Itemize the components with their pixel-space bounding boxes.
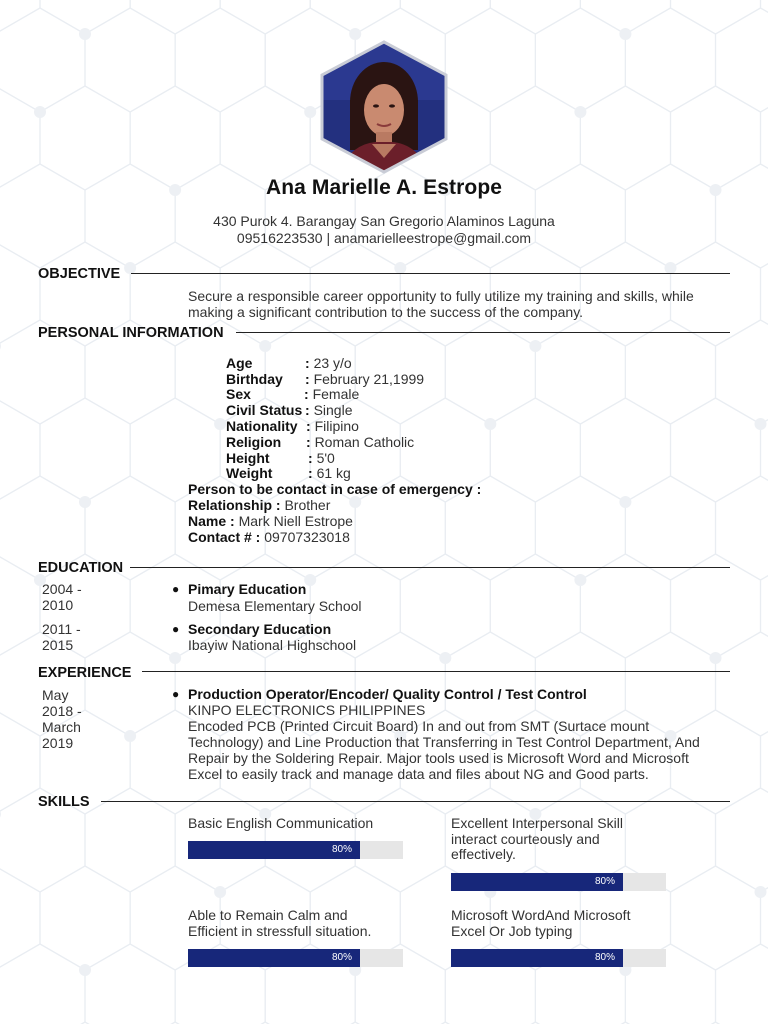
emergency-name: Name : Mark Niell Estrope — [188, 513, 353, 529]
bullet-icon: ● — [172, 687, 180, 701]
religion-value: : Roman Catholic — [306, 434, 415, 450]
experience-heading: EXPERIENCE — [38, 665, 132, 681]
skill-label-2: Excellent Interpersonal Skill interact courteously and effectively. — [451, 815, 623, 862]
experience-dates: May 2018 - March 2019 — [42, 687, 82, 751]
emergency-relationship: Relationship : Brother — [188, 497, 331, 513]
skills-heading: SKILLS — [38, 794, 90, 810]
weight-label: Weight — [226, 465, 273, 481]
skill-percent-label: 80% — [331, 844, 352, 855]
experience-rule — [142, 671, 730, 672]
skill-progress-fill — [451, 949, 623, 967]
skill-progress-bar-4 — [451, 949, 666, 967]
education-school-2: Ibayiw National Highschool — [188, 637, 357, 653]
skill-progress-bar-3 — [188, 949, 403, 967]
sex-label: Sex — [226, 386, 251, 402]
skill-percent-label: 80% — [594, 952, 615, 963]
skill-label-3: Able to Remain Calm and Efficient in stressfull situation. — [188, 907, 372, 939]
experience-description: Encoded PCB (Printed Circuit Board) In and out from SMT (Surtace mount Technology) and Line Production that Transferring in Test Control Department, And Repair by the Soldering Repair. Major tools used is Microsoft Word and Microsoft Excel to easily track and manage data and files about NG and Good parts. — [188, 718, 700, 782]
experience-title: Production Operator/Encoder/ Quality Control / Test Control — [188, 686, 587, 702]
bullet-icon: ● — [172, 582, 180, 596]
education-school-1: Demesa Elementary School — [188, 598, 362, 614]
skill-percent-label: 80% — [331, 952, 352, 963]
birthday-value: : February 21,1999 — [305, 371, 425, 387]
skill-progress-fill — [451, 873, 623, 891]
phone-number: 09516223530 — [236, 230, 323, 246]
emergency-heading: Person to be contact in case of emergency : — [188, 481, 482, 497]
skill-progress-fill — [188, 841, 360, 859]
email-address: anamarielleestrope@gmail.com — [334, 230, 532, 246]
education-heading: EDUCATION — [38, 560, 124, 576]
sex-value: : Female — [304, 386, 360, 402]
skill-progress-bar-1 — [188, 841, 403, 859]
height-value: : 5'0 — [308, 450, 335, 466]
applicant-name: Ana Marielle A. Estrope — [265, 176, 503, 199]
address: 430 Purok 4. Barangay San Gregorio Alaminos Laguna — [213, 213, 555, 229]
experience-company: KINPO ELECTRONICS PHILIPPINES — [188, 702, 426, 718]
emergency-contact: Contact # : 09707323018 — [188, 529, 350, 545]
personal-info-heading: PERSONAL INFORMATION — [38, 325, 224, 341]
objective-line-1: Secure a responsible career opportunity to fully utilize my training and skills, while — [188, 288, 694, 304]
age-value: : 23 y/o — [305, 355, 352, 371]
objective-rule — [131, 273, 730, 274]
contact-separator: | — [326, 230, 331, 246]
civil-status-value: : Single — [305, 402, 353, 418]
objective-line-2: making a significant contribution to the success of the company. — [188, 303, 584, 320]
age-label: Age — [226, 355, 253, 371]
objective-heading: OBJECTIVE — [38, 266, 121, 282]
personal-info-rule — [236, 332, 730, 333]
objective-text — [188, 289, 694, 320]
bullet-icon: ● — [172, 622, 180, 636]
skill-label-4: Microsoft WordAnd Microsoft Excel Or Job typing — [451, 907, 631, 939]
skills-rule — [101, 801, 730, 802]
education-years-1: 2004 - 2010 — [42, 581, 82, 613]
civil-status-label: Civil Status — [226, 402, 303, 418]
height-label: Height — [226, 450, 270, 466]
weight-value: : 61 kg — [308, 465, 351, 481]
nationality-label: Nationality — [226, 418, 298, 434]
religion-label: Religion — [226, 434, 282, 450]
nationality-value: : Filipino — [306, 418, 359, 434]
skill-progress-bar-2 — [451, 873, 666, 891]
profile-photo — [320, 40, 448, 174]
skill-label-1: Basic English Communication — [188, 815, 374, 831]
education-title-1: Pimary Education — [188, 581, 307, 597]
skill-percent-label: 80% — [594, 876, 615, 887]
birthday-label: Birthday — [226, 371, 283, 387]
education-years-2: 2011 - 2015 — [42, 621, 81, 653]
contact-line — [0, 230, 768, 246]
skill-progress-fill — [188, 949, 360, 967]
education-rule — [130, 567, 730, 568]
education-title-2: Secondary Education — [188, 621, 332, 637]
